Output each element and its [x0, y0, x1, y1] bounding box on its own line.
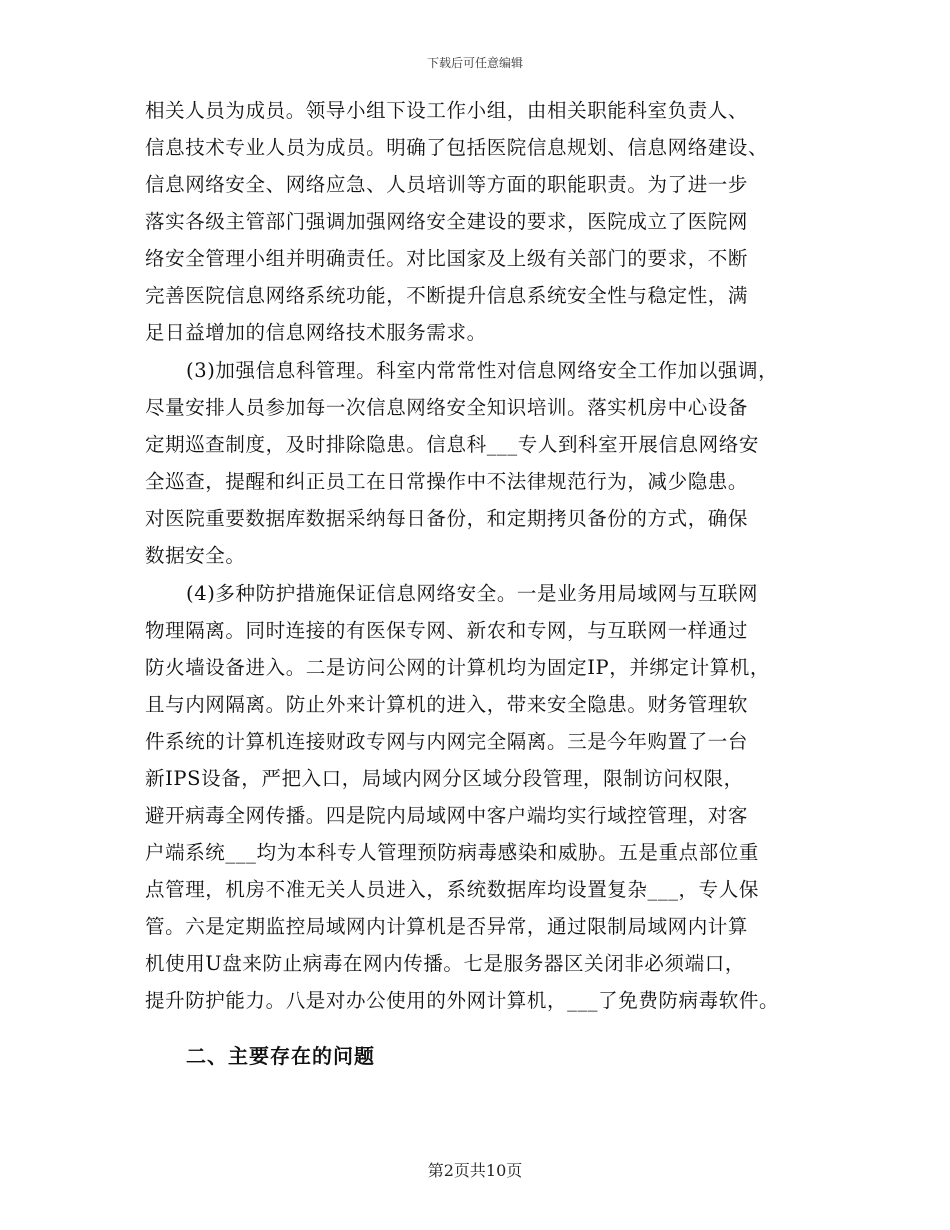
body-line: 完善医院信息网络系统功能，不断提升信息系统安全性与稳定性，满 [145, 284, 749, 307]
body-line: 尽量安排人员参加每一次信息网络安全知识培训。落实机房中心设备 [145, 396, 749, 419]
body-line: 物理隔离。同时连接的有医保专网、新农和专网，与互联网一样通过 [145, 619, 749, 642]
body-line: 落实各级主管部门强调加强网络安全建设的要求，医院成立了医院网 [145, 210, 749, 233]
body-line: 相关人员为成员。领导小组下设工作小组，由相关职能科室负责人、 [145, 99, 749, 122]
paragraph-start-line: (4)多种防护措施保证信息网络安全。一是业务用局域网与互联网 [186, 582, 759, 605]
body-line: 信息网络安全、网络应急、人员培训等方面的职能职责。为了进一步 [145, 173, 749, 196]
body-line: 防火墙设备进入。二是访问公网的计算机均为固定IP，并绑定计算机， [145, 656, 771, 679]
body-line: 避开病毒全网传播。四是院内局域网中客户端均实行域控管理，对客 [145, 804, 749, 827]
page-header: 下载后可任意编辑 [426, 56, 523, 70]
body-line: 足日益增加的信息网络技术服务需求。 [145, 321, 487, 344]
body-line: 户端系统___均为本科专人管理预防病毒感染和威胁。五是重点部位重 [145, 841, 759, 864]
body-line: 信息技术专业人员为成员。明确了包括医院信息规划、信息网络建设、 [145, 136, 769, 159]
body-line: 提升防护能力。八是对办公使用的外网计算机，___了免费防病毒软件。 [145, 989, 780, 1012]
body-line: 点管理，机房不准无关人员进入，系统数据库均设置复杂___，专人保 [145, 878, 759, 901]
body-line: 数据安全。 [145, 544, 246, 567]
body-line: 络安全管理小组并明确责任。对比国家及上级有关部门的要求，不断 [145, 247, 749, 270]
body-line: 对医院重要数据库数据采纳每日备份，和定期拷贝备份的方式，确保 [145, 507, 749, 530]
paragraph-start-line: (3)加强信息科管理。科室内常常性对信息网络安全工作加以强调， [186, 359, 779, 382]
body-line: 机使用U盘来防止病毒在网内传播。七是服务器区关闭非必须端口， [145, 952, 745, 975]
page-number-footer: 第2页共10页 [427, 1161, 523, 1180]
section-heading: 二、主要存在的问题 [186, 1044, 375, 1068]
body-line: 件系统的计算机连接财政专网与内网完全隔离。三是今年购置了一台 [145, 730, 749, 753]
body-line: 管。六是定期监控局域网内计算机是否异常，通过限制局域网内计算 [145, 915, 749, 938]
body-line: 定期巡查制度，及时排除隐患。信息科___专人到科室开展信息网络安 [145, 433, 759, 456]
body-line: 且与内网隔离。防止外来计算机的进入，带来安全隐患。财务管理软 [145, 693, 749, 716]
body-line: 新IPS设备，严把入口，局域内网分区域分段管理，限制访问权限， [145, 767, 744, 790]
body-line: 全巡查，提醒和纠正员工在日常操作中不法律规范行为，减少隐患。 [145, 470, 749, 493]
